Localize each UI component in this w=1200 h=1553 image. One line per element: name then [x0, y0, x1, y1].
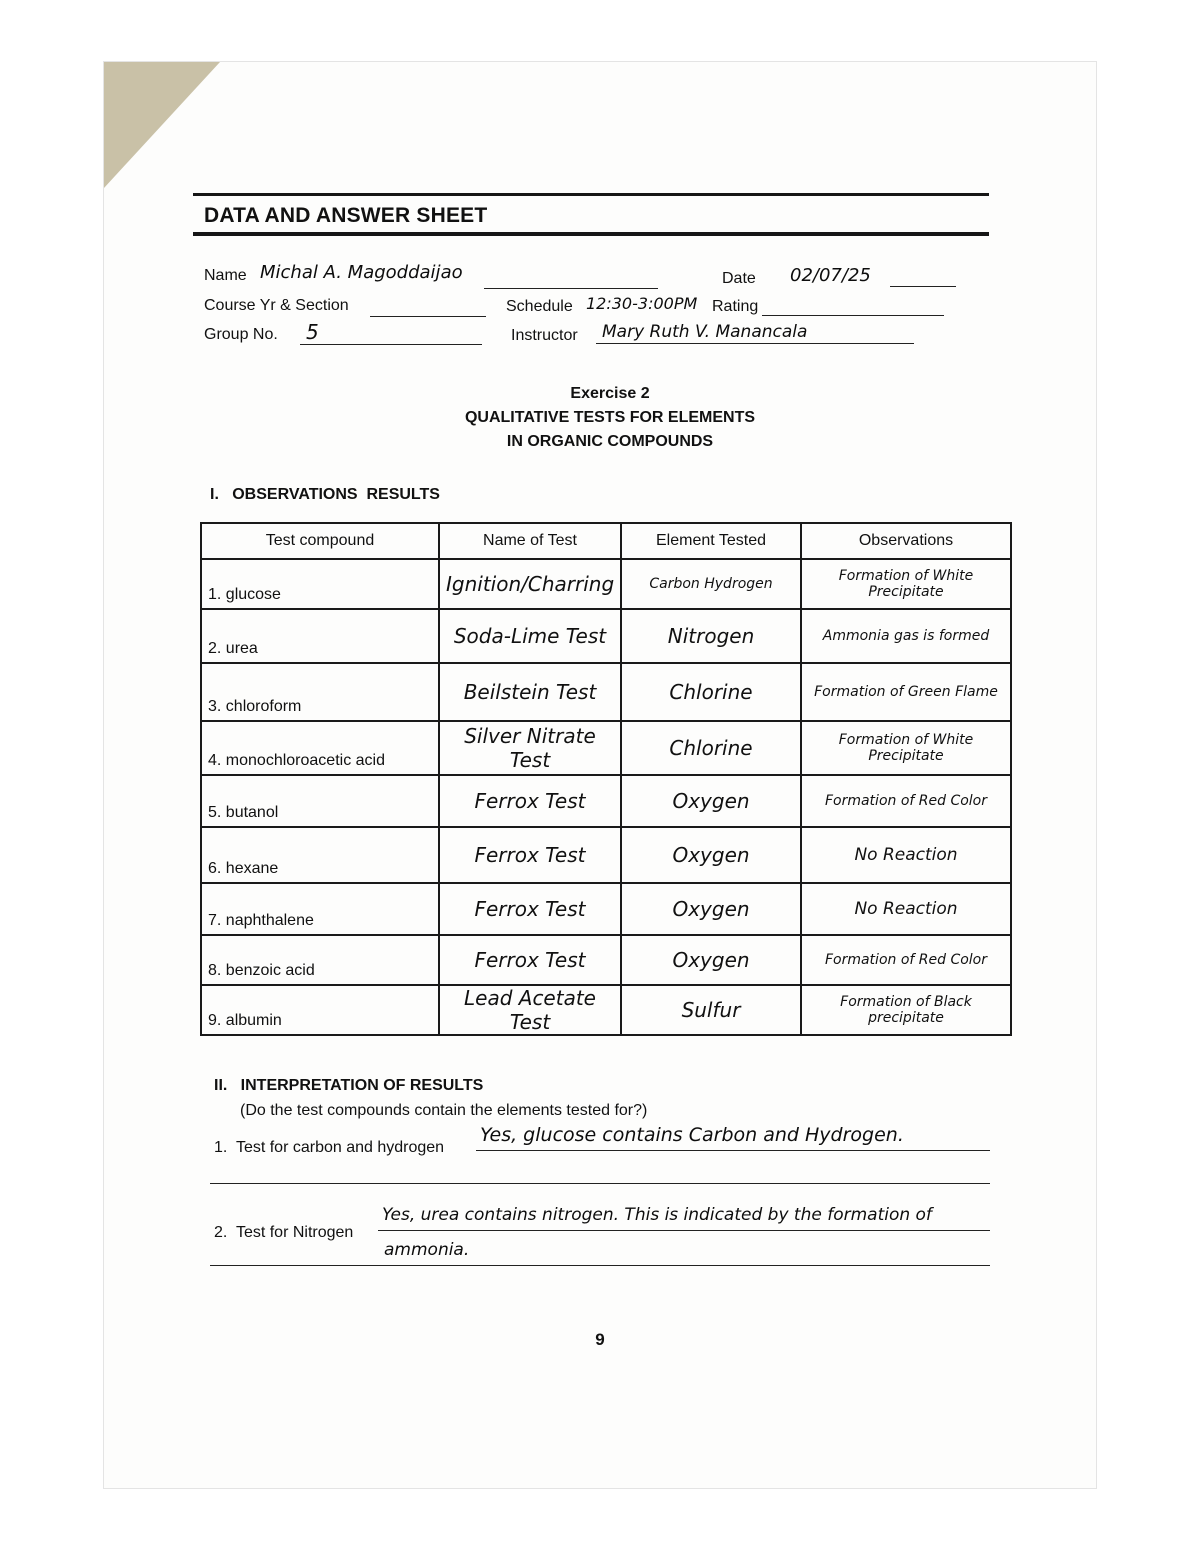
- observation-cell: No Reaction: [801, 827, 1011, 883]
- observations-table: [200, 522, 1012, 1036]
- table-row: [201, 559, 1011, 609]
- q2-label: 2. Test for Nitrogen: [214, 1224, 354, 1241]
- test-cell: Lead Acetate Test: [439, 985, 621, 1035]
- observation-cell: No Reaction: [801, 883, 1011, 935]
- table-row: [201, 775, 1011, 827]
- table-row: [201, 721, 1011, 775]
- element-cell: Nitrogen: [621, 609, 801, 663]
- date-value: 02/07/25: [790, 265, 871, 286]
- col-observations: Observations: [801, 523, 1011, 559]
- element-cell: Oxygen: [621, 883, 801, 935]
- element-cell: Oxygen: [621, 935, 801, 985]
- table-row: [201, 663, 1011, 721]
- table-row: [201, 935, 1011, 985]
- table-header-row: [201, 523, 1011, 559]
- q1-label: 1. Test for carbon and hydrogen: [214, 1139, 445, 1156]
- element-cell: Chlorine: [621, 663, 801, 721]
- table-row: [201, 827, 1011, 883]
- name-underline: [484, 288, 658, 289]
- compound-cell: 8. benzoic acid: [201, 935, 439, 985]
- table-row: [201, 883, 1011, 935]
- compound-cell: 9. albumin: [201, 985, 439, 1035]
- observation-cell: Formation of Green Flame: [801, 663, 1011, 721]
- course-underline: [370, 316, 486, 317]
- element-cell: Oxygen: [621, 775, 801, 827]
- observation-cell: Formation of Black precipitate: [801, 985, 1011, 1035]
- group-label: Group No.: [204, 326, 278, 343]
- group-underline: [300, 344, 482, 345]
- observation-cell: Formation of White Precipitate: [801, 559, 1011, 609]
- rating-underline: [762, 315, 944, 316]
- schedule-label: Schedule: [506, 298, 573, 315]
- instructor-value: Mary Ruth V. Manancala: [602, 322, 808, 342]
- test-cell: Ignition/Charring: [439, 559, 621, 609]
- section2-subtitle: (Do the test compounds contain the elements tested for?): [240, 1102, 648, 1119]
- compound-cell: 4. monochloroacetic acid: [201, 721, 439, 775]
- header-top-rule: [193, 193, 989, 196]
- compound-cell: 6. hexane: [201, 827, 439, 883]
- folded-corner: [104, 62, 220, 188]
- test-cell: Ferrox Test: [439, 827, 621, 883]
- test-cell: Silver Nitrate Test: [439, 721, 621, 775]
- schedule-value: 12:30-3:00PM: [586, 294, 698, 313]
- rating-label: Rating: [712, 298, 759, 315]
- compound-cell: 7. naphthalene: [201, 883, 439, 935]
- test-cell: Ferrox Test: [439, 883, 621, 935]
- col-name-of-test: Name of Test: [439, 523, 621, 559]
- table-row: [201, 609, 1011, 663]
- exercise-title-line2: IN ORGANIC COMPOUNDS: [506, 433, 714, 450]
- compound-cell: 1. glucose: [201, 559, 439, 609]
- element-cell: Chlorine: [621, 721, 801, 775]
- q2-second-line: [210, 1265, 990, 1266]
- page-number: 9: [595, 1330, 605, 1349]
- observation-cell: Formation of Red Color: [801, 935, 1011, 985]
- sheet-title: DATA AND ANSWER SHEET: [204, 204, 488, 227]
- q1-second-line: [210, 1183, 990, 1184]
- exercise-number: Exercise 2: [570, 385, 650, 402]
- instructor-underline: [596, 343, 914, 344]
- section1-title: I. OBSERVATIONS RESULTS: [210, 486, 440, 503]
- date-underline: [890, 286, 956, 287]
- compound-cell: 5. butanol: [201, 775, 439, 827]
- test-cell: Ferrox Test: [439, 935, 621, 985]
- name-value: Michal A. Magoddaijao: [260, 262, 463, 283]
- course-label: Course Yr & Section: [204, 297, 349, 314]
- date-label: Date: [722, 270, 756, 287]
- test-cell: Ferrox Test: [439, 775, 621, 827]
- col-element-tested: Element Tested: [621, 523, 801, 559]
- exercise-title-line1: QUALITATIVE TESTS FOR ELEMENTS: [464, 409, 756, 426]
- element-cell: Carbon Hydrogen: [621, 559, 801, 609]
- group-value: 5: [306, 320, 319, 344]
- test-cell: Soda-Lime Test: [439, 609, 621, 663]
- name-label: Name: [204, 267, 247, 284]
- compound-cell: 3. chloroform: [201, 663, 439, 721]
- element-cell: Oxygen: [621, 827, 801, 883]
- instructor-label: Instructor: [511, 327, 578, 344]
- col-test-compound: Test compound: [201, 523, 439, 559]
- observation-cell: Formation of Red Color: [801, 775, 1011, 827]
- observation-cell: Formation of White Precipitate: [801, 721, 1011, 775]
- table-row: [201, 985, 1011, 1035]
- q2-answer-line1: Yes, urea contains nitrogen. This is indicated by the formation of: [382, 1205, 932, 1225]
- compound-cell: 2. urea: [201, 609, 439, 663]
- observation-cell: Ammonia gas is formed: [801, 609, 1011, 663]
- test-cell: Beilstein Test: [439, 663, 621, 721]
- header-bottom-rule: [193, 232, 989, 236]
- q2-underline: [378, 1230, 990, 1231]
- q1-answer: Yes, glucose contains Carbon and Hydrogen.: [480, 1124, 904, 1146]
- element-cell: Sulfur: [621, 985, 801, 1035]
- section2-title: II. INTERPRETATION OF RESULTS: [214, 1077, 484, 1094]
- q2-answer-line2: ammonia.: [384, 1240, 470, 1260]
- q1-underline: [476, 1150, 990, 1151]
